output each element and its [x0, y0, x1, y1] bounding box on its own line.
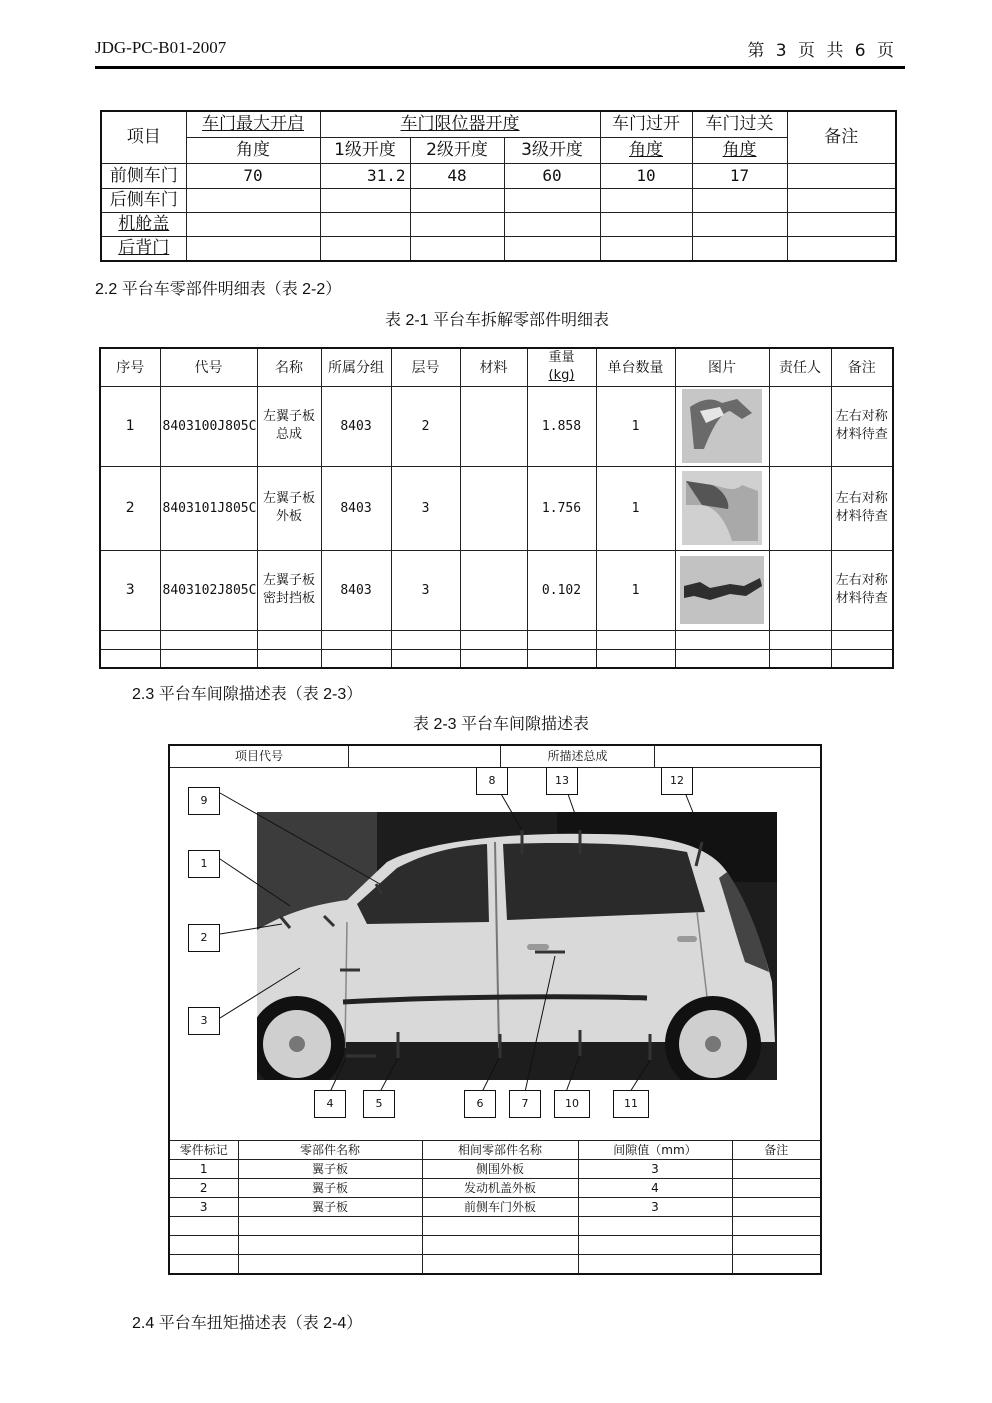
- gap-description-figure: [168, 744, 822, 1275]
- row-over-close: [692, 188, 787, 212]
- cell-remark: [831, 550, 893, 630]
- cell-qty: 1: [596, 466, 675, 550]
- table-row: [170, 1255, 820, 1274]
- header-over-open: 车门过开: [600, 111, 692, 137]
- cell-name-line2: 总成: [275, 427, 302, 442]
- header-weight: [527, 348, 596, 386]
- header-over-open-unit: 角度: [600, 137, 692, 163]
- header-layer: 层号: [391, 348, 460, 386]
- header-remark: 备注: [787, 111, 896, 163]
- cell-image: [675, 550, 769, 630]
- callout-1: 1: [188, 850, 220, 878]
- header-part: 零部件名称: [238, 1141, 422, 1160]
- header-over-close-unit: 角度: [692, 137, 787, 163]
- table-row: [170, 1236, 820, 1255]
- project-code-label: 项目代号: [170, 746, 349, 767]
- table-row: [101, 236, 896, 261]
- cell-seq: 3: [100, 550, 160, 630]
- header-image: 图片: [675, 348, 769, 386]
- cell-related: 发动机盖外板: [422, 1179, 578, 1198]
- callout-3: 3: [188, 1007, 220, 1035]
- row-max: [186, 212, 320, 236]
- row-l3: [504, 212, 600, 236]
- table-row: [101, 212, 896, 236]
- header-weight-unit: (kg): [548, 368, 575, 384]
- section-heading-2-3: 2.3 平台车间隙描述表（表 2-3）: [132, 686, 363, 703]
- cell-part: 翼子板: [238, 1198, 422, 1217]
- callout-9: 9: [188, 787, 220, 815]
- table-row: [170, 1217, 820, 1236]
- header-level2: 2级开度: [410, 137, 504, 163]
- header-rule: [95, 66, 905, 69]
- header-owner: 责任人: [769, 348, 831, 386]
- header-seq: 序号: [100, 348, 160, 386]
- cell-seq: 2: [100, 466, 160, 550]
- cell-layer: 3: [391, 550, 460, 630]
- callout-7: 7: [509, 1090, 541, 1118]
- row-l3: [504, 188, 600, 212]
- cell-name-line2: 密封挡板: [262, 591, 315, 606]
- header-related: 相间零部件名称: [422, 1141, 578, 1160]
- gap-values-table: [170, 1140, 820, 1274]
- cell-gap: 3: [578, 1198, 732, 1217]
- cell-remark-line1: 左右对称: [835, 491, 888, 506]
- parts-detail-table: [99, 347, 894, 669]
- page-number: 第 3 页 共 6 页: [747, 41, 897, 61]
- cell-weight: 0.102: [527, 550, 596, 630]
- table-row: [101, 188, 896, 212]
- cell-layer: 2: [391, 386, 460, 466]
- header-level1: 1级开度: [320, 137, 410, 163]
- row-max: [186, 188, 320, 212]
- cell-weight: 1.756: [527, 466, 596, 550]
- door-opening-table: [100, 110, 897, 262]
- cell-material: [460, 466, 527, 550]
- cell-remark-line2: 材料待查: [835, 591, 888, 606]
- callout-4: 4: [314, 1090, 346, 1118]
- row-l1: [320, 212, 410, 236]
- callout-11: 11: [613, 1090, 649, 1118]
- cell-remark-line2: 材料待查: [835, 427, 888, 442]
- row-item: 后侧车门: [101, 188, 186, 212]
- row-item: 后背门: [101, 236, 186, 261]
- cell-qty: 1: [596, 386, 675, 466]
- cell-weight: 1.858: [527, 386, 596, 466]
- header-remark: 备注: [732, 1141, 820, 1160]
- cell-mark: 3: [170, 1198, 238, 1217]
- cell-name: [257, 550, 321, 630]
- row-remark: [787, 212, 896, 236]
- cell-remark: [831, 466, 893, 550]
- row-remark: [787, 163, 896, 188]
- table-row: [100, 649, 893, 668]
- row-over-close: [692, 212, 787, 236]
- header-material: 材料: [460, 348, 527, 386]
- row-remark: [787, 188, 896, 212]
- cell-qty: 1: [596, 550, 675, 630]
- table-row: [100, 466, 893, 550]
- row-over-open: 10: [600, 163, 692, 188]
- header-over-close: 车门过关: [692, 111, 787, 137]
- cell-remark: [732, 1179, 820, 1198]
- header-gap: 间隙值（mm）: [578, 1141, 732, 1160]
- row-l2: [410, 188, 504, 212]
- header-group: 所属分组: [321, 348, 391, 386]
- header-max-open-unit: 角度: [186, 137, 320, 163]
- page-header-code: JDG-PC-B01-2007: [95, 38, 227, 57]
- table-row: [100, 550, 893, 630]
- row-l2: [410, 236, 504, 261]
- header-limiter: 车门限位器开度: [320, 111, 600, 137]
- cell-related: 侧围外板: [422, 1160, 578, 1179]
- row-remark: [787, 236, 896, 261]
- header-remark: 备注: [831, 348, 893, 386]
- cell-seq: 1: [100, 386, 160, 466]
- row-over-close: [692, 236, 787, 261]
- row-l1: [320, 236, 410, 261]
- cell-group: 8403: [321, 550, 391, 630]
- row-over-close: 17: [692, 163, 787, 188]
- header-level3: 3级开度: [504, 137, 600, 163]
- header-qty: 单台数量: [596, 348, 675, 386]
- header-mark: 零件标记: [170, 1141, 238, 1160]
- row-l3: 60: [504, 163, 600, 188]
- cell-part: 翼子板: [238, 1179, 422, 1198]
- cell-owner: [769, 466, 831, 550]
- cell-code: 8403102J805C: [160, 550, 257, 630]
- callout-13: 13: [546, 767, 578, 795]
- cell-image: [675, 386, 769, 466]
- row-l2: 48: [410, 163, 504, 188]
- cell-image: [675, 466, 769, 550]
- cell-remark-line2: 材料待查: [835, 509, 888, 524]
- table-row: [170, 1160, 820, 1179]
- section-heading-2-4: 2.4 平台车扭矩描述表（表 2-4）: [132, 1315, 363, 1332]
- cell-owner: [769, 550, 831, 630]
- cell-name-line1: 左翼子板: [262, 573, 315, 588]
- row-item: 机舱盖: [101, 212, 186, 236]
- section-heading-2-2: 2.2 平台车零部件明细表（表 2-2）: [95, 281, 342, 298]
- fender-assembly-photo: [682, 389, 762, 463]
- cell-remark-line1: 左右对称: [835, 573, 888, 588]
- cell-name: [257, 466, 321, 550]
- header-max-open: 车门最大开启: [186, 111, 320, 137]
- header-code: 代号: [160, 348, 257, 386]
- table-row: [170, 1198, 820, 1217]
- row-l3: [504, 236, 600, 261]
- fender-outer-panel-photo: [682, 471, 762, 545]
- row-l2: [410, 212, 504, 236]
- cell-related: 前侧车门外板: [422, 1198, 578, 1217]
- fender-seal-baffle-photo: [680, 556, 764, 624]
- cell-name-line2: 外板: [275, 509, 302, 524]
- cell-gap: 4: [578, 1179, 732, 1198]
- cell-remark: [732, 1160, 820, 1179]
- table-caption-2-3: 表 2-3 平台车间隙描述表: [413, 716, 590, 733]
- cell-material: [460, 550, 527, 630]
- callout-6: 6: [464, 1090, 496, 1118]
- cell-name: [257, 386, 321, 466]
- callout-10: 10: [554, 1090, 590, 1118]
- row-over-open: [600, 188, 692, 212]
- row-over-open: [600, 236, 692, 261]
- cell-remark: [732, 1198, 820, 1217]
- row-l1: [320, 188, 410, 212]
- cell-mark: 1: [170, 1160, 238, 1179]
- cell-part: 翼子板: [238, 1160, 422, 1179]
- cell-name-line1: 左翼子板: [262, 409, 315, 424]
- row-item: 前侧车门: [101, 163, 186, 188]
- callout-2: 2: [188, 924, 220, 952]
- table-row: [100, 386, 893, 466]
- callout-5: 5: [363, 1090, 395, 1118]
- cell-code: 8403101J805C: [160, 466, 257, 550]
- cell-owner: [769, 386, 831, 466]
- table-row: [100, 630, 893, 649]
- cell-mark: 2: [170, 1179, 238, 1198]
- cell-material: [460, 386, 527, 466]
- row-max: 70: [186, 163, 320, 188]
- table-caption-2-1: 表 2-1 平台车拆解零部件明细表: [385, 312, 610, 329]
- cell-group: 8403: [321, 466, 391, 550]
- header-item: 项目: [101, 111, 186, 163]
- assembly-label: 所描述总成: [501, 746, 655, 767]
- cell-remark-line1: 左右对称: [835, 409, 888, 424]
- callout-12: 12: [661, 767, 693, 795]
- callout-8: 8: [476, 767, 508, 795]
- header-name: 名称: [257, 348, 321, 386]
- cell-code: 8403100J805C: [160, 386, 257, 466]
- cell-remark: [831, 386, 893, 466]
- cell-gap: 3: [578, 1160, 732, 1179]
- cell-layer: 3: [391, 466, 460, 550]
- table-row: [101, 163, 896, 188]
- header-weight-label: 重量: [548, 350, 575, 366]
- cell-group: 8403: [321, 386, 391, 466]
- row-l1: 31.2: [320, 163, 410, 188]
- cell-name-line1: 左翼子板: [262, 491, 315, 506]
- row-over-open: [600, 212, 692, 236]
- row-max: [186, 236, 320, 261]
- table-row: [170, 1179, 820, 1198]
